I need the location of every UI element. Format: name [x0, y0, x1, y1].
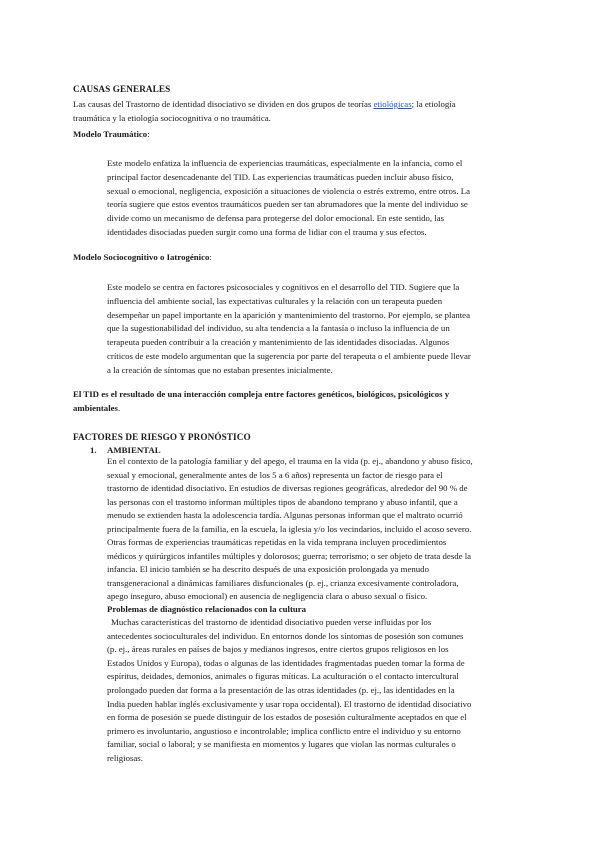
conclusion-bold-word: ambientales — [73, 403, 118, 413]
paragraph-line: transgeneracional a dinámicas familiares disfuncionales (p. ej., crianza excesivamente controladora, — [107, 577, 459, 588]
paragraph-line: Este modelo se centra en factores psicosociales y cognitivos en el desarrollo del TID. Sugiere que la — [107, 282, 460, 292]
paragraph-line: influencia del ambiente social, las expectativas culturales y la relación con un terapeuta pueden — [107, 295, 443, 306]
paragraph-line: principalmente fuera de la familia, en la escuela, la iglesia y/o los vecindarios, incluido el acoso severo. — [107, 523, 472, 534]
paragraph-line: prolongado pueden dar forma a la presentación de las otras identidades (p. ej., las identidades en la — [107, 685, 455, 695]
paragraph-line: Estados Unidos y Europa), todas o algunas de las identidades fragmentadas pueden tomar la forma de — [107, 657, 465, 668]
paragraph-line: trastorno de identidad disociativo. En estudios de diversas regiones geográficas, alrededor del 90 % de — [107, 483, 468, 493]
ambiental-title: AMBIENTAL — [107, 445, 161, 455]
paragraph-line: divide como un mecanismo de defensa para protegerse del dolor emocional. En este sentido, las — [107, 213, 445, 224]
paragraph-line: primero es involuntario, angustioso e incontrolable; implica conflicto entre el individuo y su entorno — [107, 725, 461, 736]
paragraph-line: a la creación de síntomas que no estaban presentes inicialmente. — [107, 364, 333, 375]
paragraph-line: espíritus, deidades, demonios, animales o figuras míticas. La aculturación o el contacto intercultural — [107, 671, 459, 682]
paragraph-line: religiosas. — [107, 753, 143, 763]
modelo-socio-title: Modelo Sociocognitivo o Iatrogénico — [73, 252, 210, 262]
paragraph-line: críticos de este modelo argumentan que la sugerencia por parte del terapeuta o el ambiente puede llevar — [107, 351, 471, 361]
paragraph-line: apego inseguro, abuso emocional) en ausencia de negligencia clara o abuso sexual o físico. — [107, 591, 428, 601]
paragraph-line: Este modelo enfatiza la influencia de experiencias traumáticas, especialmente en la infancia, como el — [107, 158, 463, 168]
paragraph-line: en forma de posesión se puede distinguir de los estados de posesión culturalmente aceptados en que el — [107, 712, 467, 723]
paragraph-line: principal factor desencadenante del TID. Las experiencias traumáticas pueden incluir abuso físico, — [107, 171, 454, 182]
paragraph-line: médicos y quirúrgicos infantiles múltiples y dolorosos; guerra; terrorismo; o ser objeto de trata desde la — [107, 550, 472, 561]
paragraph-line: En el contexto de la patología familiar y del apego, el trauma en la vida (p. ej., abandono y abuso físico, — [107, 456, 473, 466]
paragraph-line: infancia. El inicio también se ha descrito después de una exposición prolongada ya menudo — [107, 564, 429, 574]
paragraph-line: antecedentes socioculturales del individuo. En entornos donde los síntomas de posesión son comunes — [107, 630, 464, 641]
section-heading-causas: CAUSAS GENERALES — [73, 84, 171, 94]
paragraph-line: identidades disociadas pueden surgir como una forma de lidiar con el trauma y sus efectos. — [107, 227, 427, 237]
modelo-socio-heading — [73, 251, 212, 265]
modelo-traumatico-heading — [73, 128, 150, 142]
paragraph-line: menudo se extienden hasta la adolescencia tardía. Algunas personas informan que el maltrato ocurrió — [107, 510, 463, 520]
etiologicas-link[interactable]: etiológicas — [373, 99, 412, 109]
paragraph-line: sexual y emocional, generalmente antes de los 5 a 6 años) representa un factor de riesgo para el — [107, 469, 443, 480]
paragraph-line: (p. ej., áreas rurales en países de bajos y medianos ingresos, entre ciertos grupos religiosos en los — [107, 644, 449, 655]
problemas-title: Problemas de diagnóstico relacionados con la cultura — [107, 604, 307, 614]
paragraph-line: Otras formas de experiencias traumáticas repetidas en la vida temprana incluyen procedimientos — [107, 537, 447, 547]
paragraph-line: familiar, social o laboral; y se manifiesta en momentos y lugares que violan las normas culturales o — [107, 739, 456, 750]
intro-line-2: traumática y la etiología sociocognitiva o no traumática. — [73, 113, 271, 123]
intro-line-1 — [73, 98, 456, 112]
list-number: 1. — [90, 445, 97, 455]
paragraph-line: las personas con el trastorno informan múltiples tipos de abandono temprano y abuso infantil, que a — [107, 496, 458, 507]
modelo-traumatico-title: Modelo Traumático — [73, 129, 148, 139]
intro-text: Las causas del Trastorno de identidad disociativo se dividen en dos grupos de teorías — [73, 99, 372, 109]
paragraph-line: teoría sugiere que estos eventos traumáticos pueden ser tan abrumadores que la mente del individuo se — [107, 199, 468, 210]
modelo-socio-colon: : — [209, 252, 212, 262]
conclusion-line-2 — [73, 402, 120, 416]
paragraph-line: que la sugestionabilidad del individuo, su alta tendencia a la fantasía o incluso la influencia de un — [107, 323, 450, 334]
modelo-traumatico-colon: : — [147, 129, 150, 139]
conclusion-period: . — [117, 403, 121, 413]
intro-text-end: ; la etiología — [411, 99, 456, 109]
paragraph-line: terapeuta pueden contribuir a la creación y mantenimiento de las identidades disociadas. Algunos — [107, 337, 450, 348]
conclusion-line-1: El TID es el resultado de una interacción compleja entre factores genéticos, biológicos, psicológicos y — [73, 389, 450, 399]
section-heading-factores: FACTORES DE RIESGO Y PRONÓSTICO — [73, 432, 251, 442]
paragraph-line: India pueden hablar inglés exclusivamente y usar ropa occidental). El trastorno de identidad disociativo — [107, 698, 472, 709]
paragraph-line: Muchas características del trastorno de identidad disociativo pueden verse influidas por los — [111, 617, 432, 627]
paragraph-line: desempeñar un papel importante en la aparición y mantenimiento del trastorno. Por ejemplo, se plantea — [107, 309, 470, 320]
paragraph-line: sexual o emocional, negligencia, exposición a situaciones de violencia o estrés extremo, entre otros. La — [107, 185, 470, 196]
